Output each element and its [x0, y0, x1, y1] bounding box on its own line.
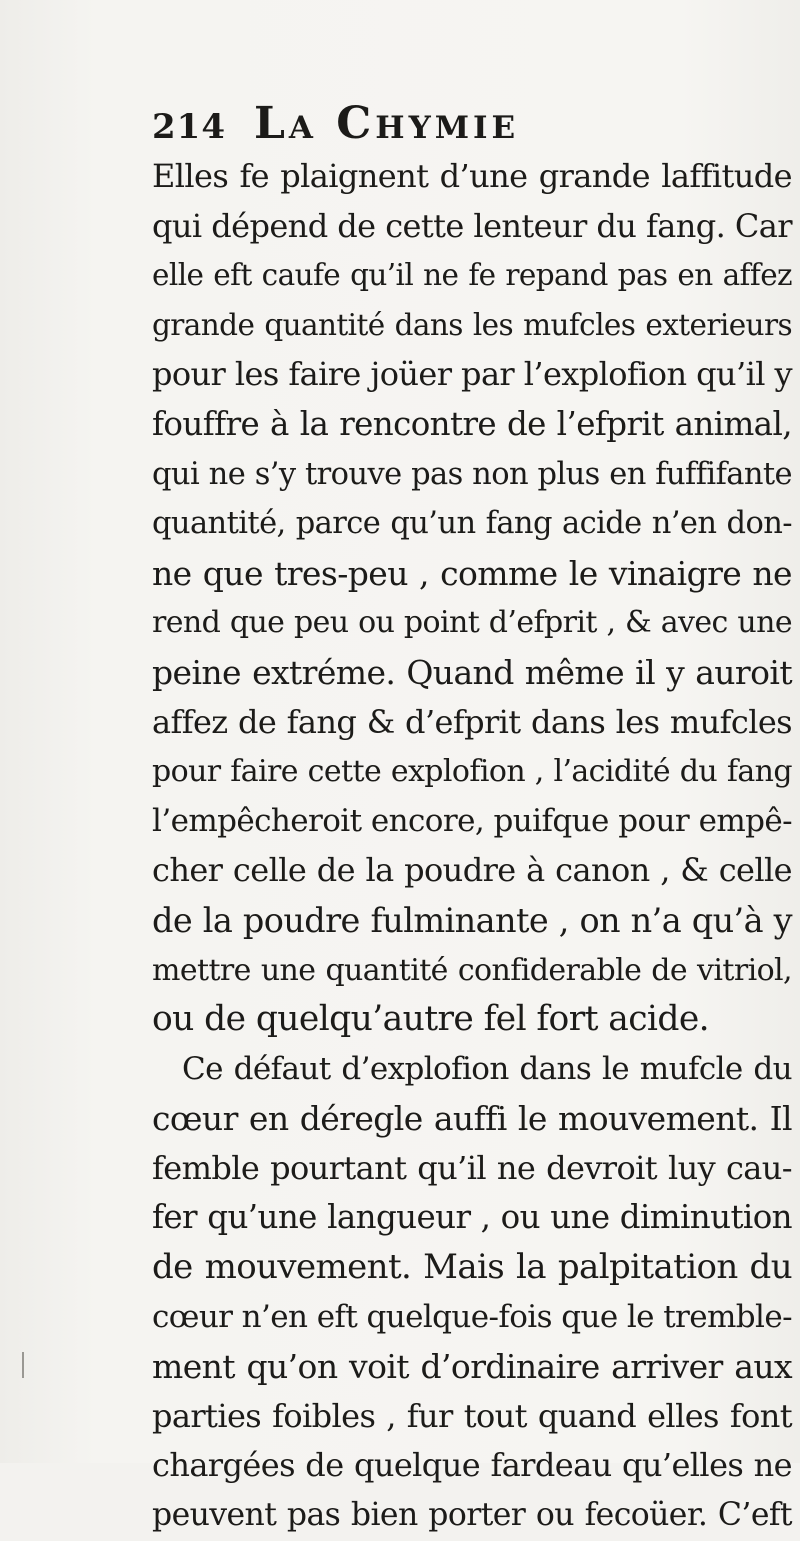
text-line: rend que peu ou point d’efprit , & avec une — [152, 605, 792, 641]
text-line: chargées de quelque fardeau qu’elles ne — [152, 1446, 792, 1485]
text-line: de mouvement. Mais la palpitation du — [152, 1247, 792, 1288]
text-line: femble pourtant qu’il ne devroit luy cau- — [152, 1148, 792, 1187]
paragraph-start-line: Ce défaut d’explofion dans le mufcle du — [182, 1050, 792, 1087]
paragraph-end-line: ou de quelqu’autre fel fort acide. — [152, 999, 710, 1040]
text-line: Elles fe plaignent d’une grande laffitude — [152, 157, 792, 195]
text-line: elle eft caufe qu’il ne fe repand pas en affez — [152, 258, 792, 293]
text-line: quantité, parce qu’un fang acide n’en don- — [152, 506, 792, 542]
text-line: qui ne s’y trouve pas non plus en fuffifante — [152, 456, 792, 492]
page-number: 214 — [152, 107, 226, 147]
text-line: fouffre à la rencontre de l’efprit animal, — [152, 404, 792, 443]
text-line: de la poudre fulminante , on n’a qu’à y — [152, 900, 792, 940]
text-line: cœur en déregle auffi le mouvement. Il — [152, 1099, 792, 1139]
text-line: peuvent pas bien porter ou fecoüer. C’eft — [152, 1497, 792, 1534]
text-line: pour faire cette explofion , l’acidité du fang — [152, 754, 792, 790]
margin-mark — [22, 1352, 24, 1378]
body-text — [152, 152, 792, 1541]
text-line: pour les faire joüer par l’explofion qu’il y — [152, 355, 792, 394]
text-line: peine extréme. Quand même il y auroit — [152, 652, 792, 692]
text-line: fer qu’une langueur , ou une diminution — [152, 1198, 792, 1237]
text-line: ne que tres-peu , comme le vinaigre ne — [152, 553, 792, 593]
text-line: parties foibles , fur tout quand elles font — [152, 1396, 792, 1435]
text-line: ment qu’on voit d’ordinaire arriver aux — [152, 1347, 792, 1387]
running-head: La Chymie — [253, 98, 520, 149]
text-line: affez de fang & d’efprit dans les mufcles — [152, 702, 792, 741]
text-line: mettre une quantité confiderable de vitriol, — [152, 952, 792, 988]
text-line: cher celle de la poudre à canon , & celle — [152, 851, 792, 890]
text-line: qui dépend de cette lenteur du fang. Car — [152, 206, 792, 245]
text-line: grande quantité dans les mufcles exterieurs — [152, 307, 792, 342]
page-header — [152, 98, 752, 150]
text-line: l’empêcheroit encore, puifque pour empê- — [152, 802, 792, 839]
text-line: cœur n’en eft quelque-fois que le tremble- — [152, 1298, 792, 1335]
